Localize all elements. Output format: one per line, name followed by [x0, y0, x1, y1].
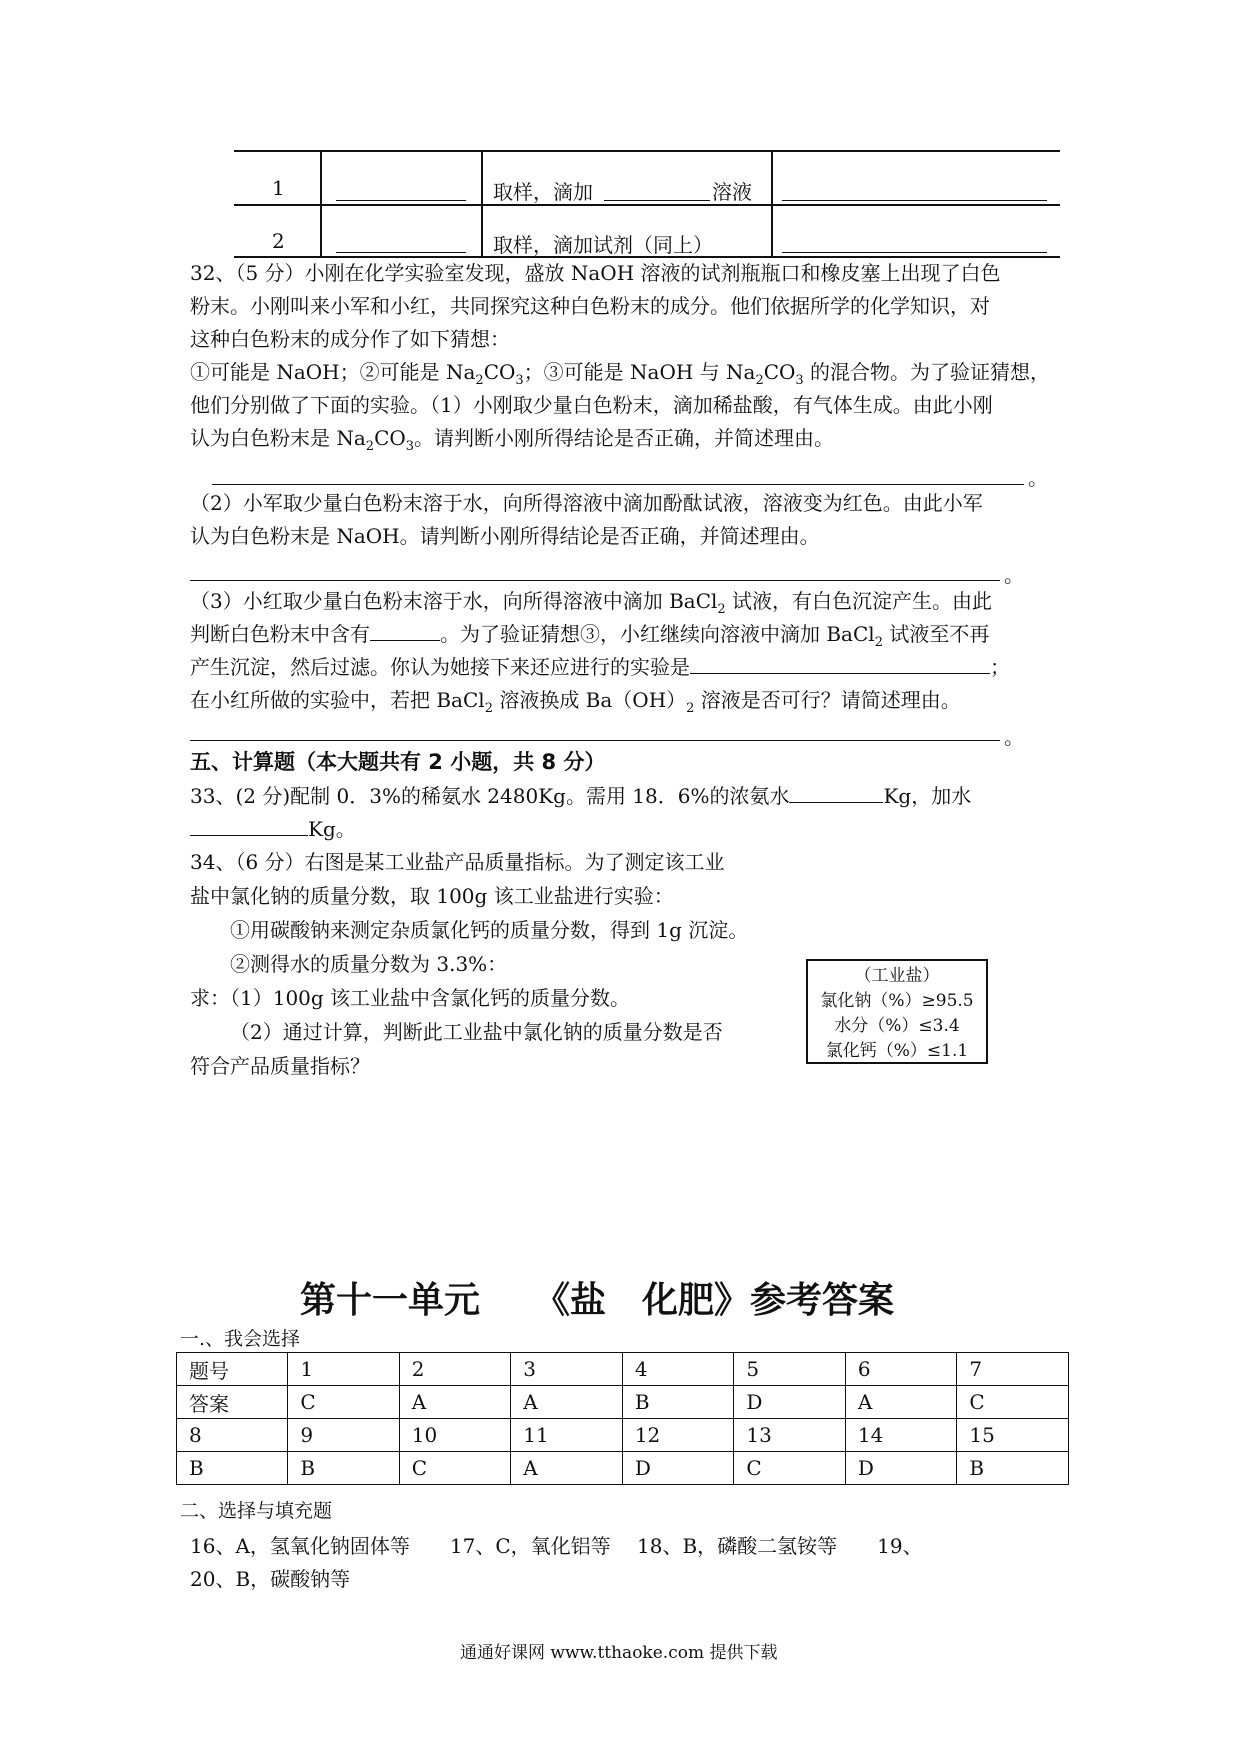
fill-blank [336, 252, 466, 253]
question-text: 盐中氯化钠的质量分数，取 100g 该工业盐进行实验： [190, 884, 674, 908]
part-heading: 二、选择与填充题 [180, 1500, 333, 1522]
question-text: 34、（6 分）右图是某工业盐产品质量指标。为了测定该工业 [190, 850, 725, 874]
question-text: 32、（5 分）小刚在化学实验室发现，盛放 NaOH 溶液的试剂瓶瓶口和橡皮塞上出现了白色 [190, 261, 1001, 285]
question-text: 判断白色粉末中含有 。为了验证猜想③，小红继续向溶液中滴加 BaCl$_2$ 试液至不再 [190, 618, 1070, 651]
answer-line [212, 484, 1024, 485]
index-title: （工业盐） [854, 966, 940, 986]
table-cell: B [622, 1386, 734, 1419]
table-cell: D [845, 1452, 957, 1485]
table-row [177, 1452, 1069, 1485]
method-text: 取样，滴加试剂（同上） [493, 233, 713, 257]
question-text: 符合产品质量指标？ [190, 1054, 370, 1078]
question-text: （3）小红取少量白色粉末溶于水，向所得溶液中滴加 BaCl$_2$ 试液，有白色沉淀产生。由此 [190, 589, 993, 617]
row-number: 1 [272, 176, 285, 200]
table-cell: 8 [177, 1419, 288, 1452]
table-cell: 14 [845, 1419, 957, 1452]
table-cell: 9 [288, 1419, 399, 1452]
table-cell: 15 [957, 1419, 1069, 1452]
question-text: 产生沉淀，然后过滤。你认为她接下来还应进行的实验是 ； [190, 651, 1070, 684]
table-cell: D [622, 1452, 734, 1485]
question-text: 粉末。小刚叫来小军和小红，共同探究这种白色粉末的成分。他们依据所学的化学知识，对 [190, 294, 990, 318]
table-cell: C [957, 1386, 1069, 1419]
table-cell: D [734, 1386, 846, 1419]
answer-line [190, 580, 1000, 581]
question-text: 33、(2 分)配制 0．3%的稀氨水 2480Kg。需用 18．6%的浓氨水 Kg，加水 [190, 780, 1070, 813]
table-cell: 12 [622, 1419, 734, 1452]
answer-table [176, 1352, 1069, 1485]
table-row [177, 1419, 1069, 1452]
table-rule [234, 204, 1060, 206]
period: 。 [1004, 563, 1024, 587]
table-cell: B [957, 1452, 1069, 1485]
question-text: ①可能是 NaOH；②可能是 $Na_2CO_3$；③可能是 NaOH 与 $Na_2CO_3$ 的混合物。为了验证猜想， [190, 360, 1051, 388]
table-cell: 10 [399, 1419, 511, 1452]
question-text: 认为白色粉末是 NaOH。请判断小刚所得结论是否正确，并简述理由。 [190, 524, 820, 548]
table-col-rule [481, 150, 483, 257]
method-text: 取样，滴加 [493, 180, 593, 204]
fill-blank [789, 780, 883, 803]
table-cell: A [399, 1386, 511, 1419]
index-item: 水分（%）≤3.4 [834, 1016, 960, 1036]
index-item: 氯化钙（%）≤1.1 [825, 1041, 969, 1061]
question-text: 求：（1）100g 该工业盐中含氯化钙的质量分数。 [190, 986, 631, 1010]
table-cell: 答案 [177, 1386, 288, 1419]
question-text: （2）小军取少量白色粉末溶于水，向所得溶液中滴加酚酞试液，溶液变为红色。由此小军 [190, 491, 983, 515]
table-cell: A [511, 1452, 623, 1485]
section-title: 五、计算题（本大题共有 2 小题，共 8 分） [190, 750, 606, 774]
table-cell: A [845, 1386, 957, 1419]
fill-blank [336, 200, 466, 201]
question-text: 他们分别做了下面的实验。（1）小刚取少量白色粉末，滴加稀盐酸，有气体生成。由此小刚 [190, 393, 993, 417]
table-cell: 1 [288, 1353, 399, 1386]
fill-blank [782, 200, 1047, 201]
period: 。 [1028, 466, 1048, 490]
table-col-rule [771, 150, 773, 257]
fill-blank [690, 651, 990, 674]
answer-title: 第十一单元 《盐 化肥》参考答案 [300, 1280, 895, 1321]
part-heading: 一.、我会选择 [180, 1328, 301, 1350]
table-cell: 7 [957, 1353, 1069, 1386]
method-text: 溶液 [712, 180, 752, 204]
table-cell: 13 [734, 1419, 846, 1452]
question-text: （2）通过计算，判断此工业盐中氯化钠的质量分数是否 [230, 1020, 723, 1044]
question-text: 认为白色粉末是 $Na_2CO_3$。请判断小刚所得结论是否正确，并简述理由。 [190, 426, 835, 454]
fill-blank [190, 813, 308, 836]
table-cell: 2 [399, 1353, 511, 1386]
table-cell: 3 [511, 1353, 623, 1386]
table-cell: B [177, 1452, 288, 1485]
fill-blank [370, 618, 440, 641]
table-cell: 11 [511, 1419, 623, 1452]
question-text: ②测得水的质量分数为 3.3%： [230, 952, 508, 976]
index-item: 氯化钠（%）≥95.5 [820, 991, 974, 1011]
table-cell: 4 [622, 1353, 734, 1386]
row-number: 2 [272, 229, 285, 253]
fill-blank [782, 252, 1047, 253]
question-text: Kg。 [190, 813, 1070, 846]
fill-blank [604, 200, 710, 201]
table-row [177, 1386, 1069, 1419]
table-cell: 题号 [177, 1353, 288, 1386]
table-cell: C [288, 1386, 399, 1419]
table-cell: B [288, 1452, 399, 1485]
table-cell: 5 [734, 1353, 846, 1386]
table-row [177, 1353, 1069, 1386]
table-cell: A [511, 1386, 623, 1419]
table-rule [234, 150, 1060, 152]
question-text: ①用碳酸钠来测定杂质氯化钙的质量分数，得到 1g 沉淀。 [230, 918, 749, 942]
question-text: 这种白色粉末的成分作了如下猜想： [190, 327, 510, 351]
question-text: 在小红所做的实验中，若把 BaCl$_2$ 溶液换成 $Ba(OH)_2$ 溶液是否可行？请简述理由。 [190, 688, 961, 716]
table-cell: C [399, 1452, 511, 1485]
footer: 通通好课网 www.tthaoke.com 提供下载 [460, 1643, 778, 1663]
product-index-box [806, 959, 988, 1064]
answer-line-text: 16、A，氢氧化钠固体等 17、C，氧化铝等 18、B，磷酸二氢铵等 19、 [190, 1534, 923, 1558]
answer-line-text: 20、B，碳酸钠等 [190, 1567, 351, 1591]
answer-line [190, 740, 1000, 741]
table-col-rule [320, 150, 322, 257]
table-cell: C [734, 1452, 846, 1485]
table-cell: 6 [845, 1353, 957, 1386]
period: 。 [1004, 725, 1024, 749]
